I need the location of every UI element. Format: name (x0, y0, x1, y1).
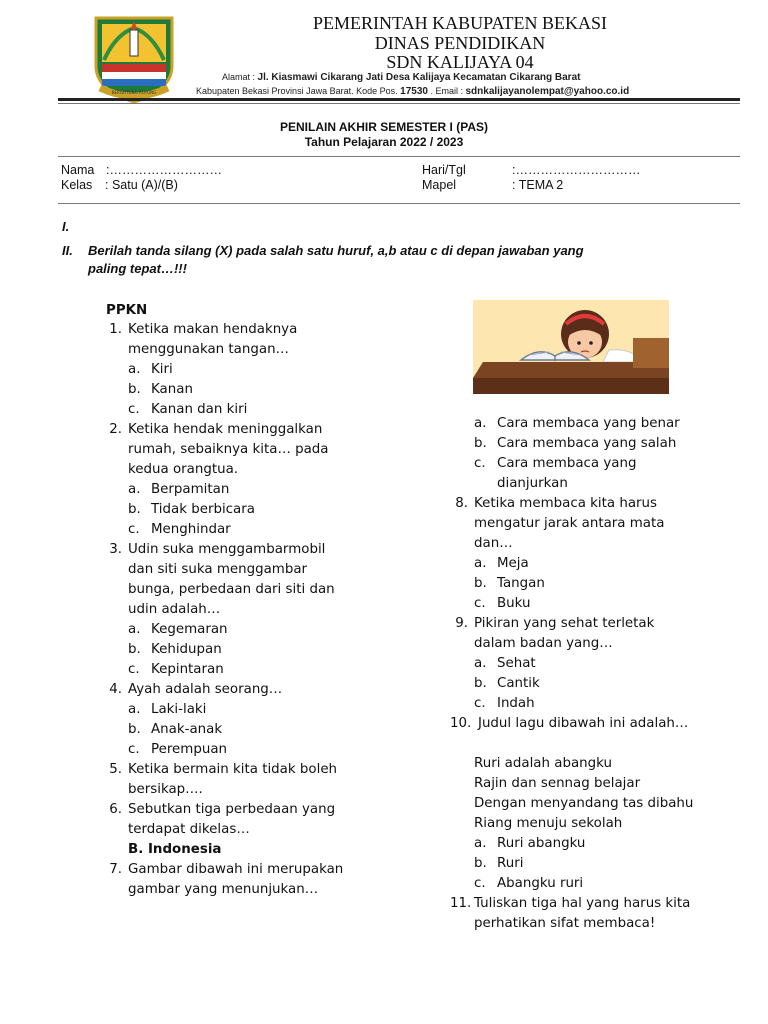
question-text: kedua orangtua. (128, 462, 239, 477)
answer-option: Menghindar (151, 522, 231, 537)
class-label: Kelas (61, 178, 93, 192)
email-label: . Email : (430, 86, 463, 96)
question-text: bersikap…. (128, 782, 203, 797)
option-letter: c. (474, 876, 486, 891)
option-letter: a. (474, 836, 487, 851)
option-letter: a. (128, 482, 141, 497)
question-text: Ketika bermain kita tidak boleh (128, 762, 338, 777)
exam-year: Tahun Pelajaran 2022 / 2023 (304, 135, 464, 149)
answer-option: Berpamitan (151, 482, 230, 497)
school-district-logo (90, 14, 178, 106)
question-number: 10. (450, 716, 472, 731)
question-number: 2. (109, 422, 122, 437)
option-letter: c. (128, 742, 140, 757)
question-text: rumah, sebaiknya kita… pada (128, 442, 329, 457)
name-label: Nama (61, 163, 95, 177)
song-lyric-line: Riang menuju sekolah (474, 816, 623, 831)
option-letter: a. (474, 556, 487, 571)
postal-code: 17530 (400, 86, 428, 97)
answer-option: Tidak berbicara (151, 502, 255, 517)
option-letter: a. (128, 622, 141, 637)
answer-option: Cantik (497, 676, 540, 691)
question-number: 4. (109, 682, 122, 697)
question-text: Ketika membaca kita harus (474, 496, 658, 511)
option-letter: b. (128, 722, 141, 737)
answer-option: Abangku ruri (497, 876, 584, 891)
option-letter: b. (128, 382, 141, 397)
question-text: mengatur jarak antara mata (474, 516, 665, 531)
option-letter: c. (128, 522, 140, 537)
answer-option: dianjurkan (497, 476, 568, 491)
question-text: dalam badan yang… (474, 636, 613, 651)
meta-bottom-divider (58, 203, 740, 204)
letterhead-divider-thin (58, 103, 740, 104)
answer-option: Perempuan (151, 742, 228, 757)
option-letter: b. (474, 856, 487, 871)
answer-option: Cara membaca yang (497, 456, 637, 471)
option-letter: c. (128, 402, 140, 417)
question-text: perhatikan sifat membaca! (474, 916, 656, 931)
song-lyric-line: Rajin dan sennag belajar (474, 776, 641, 791)
question-text: Sebutkan tiga perbedaan yang (128, 802, 336, 817)
option-letter: b. (474, 676, 487, 691)
answer-option: Kiri (151, 362, 173, 377)
question-text: terdapat dikelas… (128, 822, 250, 837)
option-letter: c. (474, 456, 486, 471)
option-letter: b. (474, 576, 487, 591)
question-text: bunga, perbedaan dari siti dan (128, 582, 335, 597)
region-text: Kabupaten Bekasi Provinsi Jawa Barat. Kode Pos. (196, 86, 398, 96)
meta-top-divider (58, 156, 740, 157)
answer-option: Indah (497, 696, 535, 711)
answer-option: Tangan (497, 576, 545, 591)
header-department: DINAS PENDIDIKAN (374, 33, 546, 53)
header-school-name: SDN KALIJAYA 04 (386, 52, 534, 72)
question-text: udin adalah… (128, 602, 221, 617)
answer-option: Cara membaca yang benar (497, 416, 680, 431)
answer-option: Kegemaran (151, 622, 228, 637)
option-letter: a. (474, 656, 487, 671)
instruction-line-2: paling tepat…!!! (88, 261, 187, 276)
question-text: gambar yang menunjukan… (128, 882, 319, 897)
girl-reading-illustration (473, 300, 669, 394)
question-number: 3. (109, 542, 122, 557)
header-government: PEMERINTAH KABUPATEN BEKASI (313, 13, 607, 33)
answer-option: Kehidupan (151, 642, 222, 657)
answer-option: Kanan (151, 382, 193, 397)
class-field: : Satu (A)/(B) (105, 178, 178, 192)
day-date-field: :………………………… (512, 163, 641, 177)
subject-heading-indonesian: B. Indonesia (128, 842, 222, 857)
answer-option: Cara membaca yang salah (497, 436, 677, 451)
answer-option: Buku (497, 596, 531, 611)
day-date-label: Hari/Tgl (422, 163, 466, 177)
option-letter: a. (474, 416, 487, 431)
option-letter: b. (474, 436, 487, 451)
answer-option: Anak-anak (151, 722, 223, 737)
address-label: Alamat : (222, 72, 256, 82)
email-address: sdnkalijayanolempat@yahoo.co.id (465, 86, 630, 97)
option-letter: b. (128, 502, 141, 517)
question-text: Tuliskan tiga hal yang harus kita (474, 896, 691, 911)
question-text: Ketika makan hendaknya (128, 322, 298, 337)
option-letter: c. (474, 696, 486, 711)
name-field: :……………………… (106, 163, 222, 177)
exam-title: PENILAIN AKHIR SEMESTER I (PAS) (279, 120, 488, 134)
song-lyric-line: Dengan menyandang tas dibahu (474, 796, 694, 811)
question-text: Pikiran yang sehat terletak (474, 616, 655, 631)
question-number: 1. (109, 322, 122, 337)
school-region-contact (196, 86, 629, 97)
answer-option: Sehat (497, 656, 536, 671)
option-letter: a. (128, 702, 141, 717)
question-text: Gambar dibawah ini merupakan (128, 862, 344, 877)
answer-option: Meja (497, 556, 529, 571)
option-letter: a. (128, 362, 141, 377)
logo-motto: BERGOTONG ROYONG (111, 90, 157, 95)
question-number: 5. (109, 762, 122, 777)
section-one-number: I. (62, 219, 70, 234)
subject-label: Mapel (422, 178, 457, 192)
section-two-number: II. (62, 243, 73, 258)
answer-option: Ruri (497, 856, 524, 871)
school-address (222, 72, 580, 83)
question-text: Ayah adalah seorang… (128, 682, 283, 697)
question-text: Judul lagu dibawah ini adalah… (478, 716, 689, 731)
question-text: dan… (474, 536, 513, 551)
question-text: menggunakan tangan… (128, 342, 289, 357)
address-value: Jl. Kiasmawi Cikarang Jati Desa Kalijaya Kecamatan Cikarang Barat (257, 72, 581, 83)
option-letter: b. (128, 642, 141, 657)
question-text: Ketika hendak meninggalkan (128, 422, 323, 437)
question-number: 9. (455, 616, 468, 631)
question-number: 7. (109, 862, 122, 877)
answer-option: Kepintaran (151, 662, 224, 677)
question-text: dan siti suka menggambar (128, 562, 308, 577)
instruction-line-1: Berilah tanda silang (X) pada salah satu huruf, a,b atau c di depan jawaban yang (88, 243, 584, 258)
question-text: Udin suka menggambarmobil (128, 542, 326, 557)
question-number: 6. (109, 802, 122, 817)
question-number: 11. (450, 896, 472, 911)
option-letter: c. (128, 662, 140, 677)
song-lyric-line: Ruri adalah abangku (474, 756, 612, 771)
subject-field: : TEMA 2 (512, 178, 564, 192)
answer-option: Laki-laki (151, 702, 207, 717)
answer-option: Kanan dan kiri (151, 402, 248, 417)
option-letter: c. (474, 596, 486, 611)
subject-heading-ppkn: PPKN (106, 303, 148, 318)
letterhead-divider (58, 98, 740, 101)
question-number: 8. (455, 496, 468, 511)
answer-option: Ruri abangku (497, 836, 586, 851)
